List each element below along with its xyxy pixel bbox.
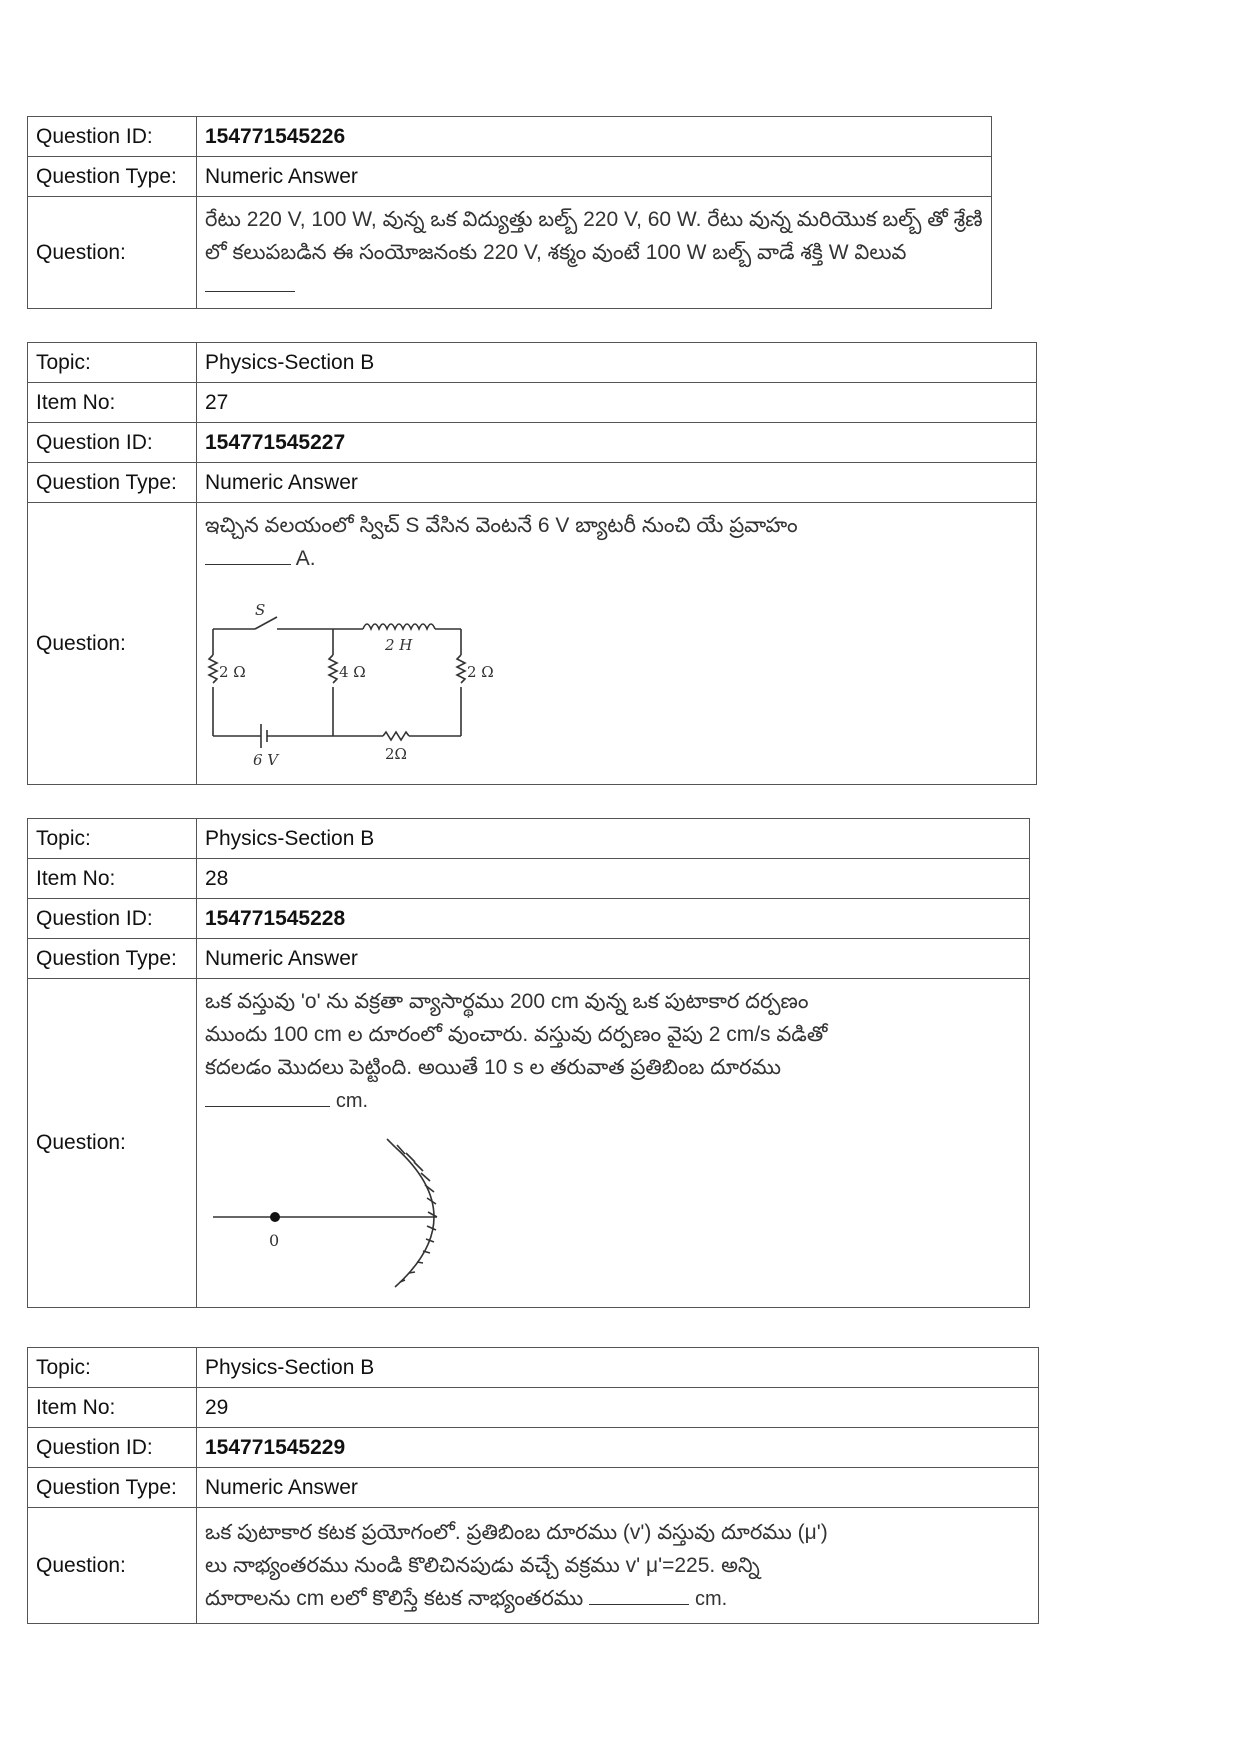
question-block-27 [27, 342, 1037, 785]
resistor-left-label: 2 Ω [219, 663, 246, 681]
topic-value: Physics-Section B [197, 343, 1037, 383]
question-text-line: ఒక పుటాకార కటక ప్రయోగంలో. ప్రతిబింబ దూరము (v') వస్తువు దూరము (μ') [205, 1520, 828, 1544]
question-block-26 [27, 116, 992, 309]
unit-text: cm. [694, 1587, 728, 1610]
question-text-line: లు నాభ్యంతరము నుండి కొలిచినపుడు వచ్చే వక్రము v' μ'=225. అన్ని [205, 1553, 760, 1577]
question-type-value: Numeric Answer [197, 157, 992, 197]
inductor-label: 2 H [385, 636, 413, 654]
question-type-label: Question Type: [28, 157, 197, 197]
answer-blank [205, 544, 291, 565]
switch-label: S [255, 601, 266, 619]
question-text-line: కదలడం మొదలు పెట్టింది. అయితే 10 s ల తరువాత ప్రతిబింబ దూరము [205, 1056, 781, 1079]
topic-value: Physics-Section B [197, 1348, 1039, 1388]
question-text [197, 197, 992, 309]
question-text-line [205, 1084, 1021, 1118]
question-type-value: Numeric Answer [197, 939, 1030, 979]
question-label: Question: [28, 197, 197, 309]
question-type-value: Numeric Answer [197, 463, 1037, 503]
question-label: Question: [28, 503, 197, 785]
topic-label: Topic: [28, 819, 197, 859]
question-id-label: Question ID: [28, 423, 197, 463]
question-type-label: Question Type: [28, 939, 197, 979]
circuit-diagram [205, 593, 495, 768]
topic-label: Topic: [28, 1348, 197, 1388]
object-label: 0 [269, 1231, 280, 1250]
resistor-bottom-label: 2Ω [385, 745, 407, 763]
question-text [197, 979, 1030, 1308]
question-type-value: Numeric Answer [197, 1468, 1039, 1508]
question-type-label: Question Type: [28, 1468, 197, 1508]
topic-label: Topic: [28, 343, 197, 383]
item-no-value: 28 [197, 859, 1030, 899]
question-id-value: 154771545228 [197, 899, 1030, 939]
question-type-label: Question Type: [28, 463, 197, 503]
question-id-value: 154771545229 [197, 1428, 1039, 1468]
question-label: Question: [28, 979, 197, 1308]
question-text-line: ఇచ్చిన వలయంలో స్విచ్ S వేసిన వెంటనే 6 V బ్యాటరీ నుంచి యే ప్రవాహం [205, 514, 798, 537]
concave-mirror-diagram [205, 1132, 485, 1297]
question-text-line [205, 1582, 1030, 1616]
question-text-body: దూరాలను cm లలో కొలిస్తే కటక నాభ్యంతరము [205, 1586, 584, 1610]
answer-blank [589, 1584, 689, 1605]
unit-text: A. [295, 547, 316, 570]
item-no-label: Item No: [28, 859, 197, 899]
question-id-value: 154771545227 [197, 423, 1037, 463]
question-id-value: 154771545226 [197, 117, 992, 157]
question-text [197, 1508, 1039, 1624]
question-label: Question: [28, 1508, 197, 1624]
question-id-label: Question ID: [28, 899, 197, 939]
item-no-value: 27 [197, 383, 1037, 423]
question-id-label: Question ID: [28, 117, 197, 157]
question-text [197, 503, 1037, 785]
question-text-line [205, 542, 1028, 575]
question-text-line: ఒక వస్తువు 'o' ను వక్రతా వ్యాసార్థము 200 cm వున్న ఒక పుటాకార దర్పణం [205, 990, 809, 1013]
object-point [270, 1212, 280, 1222]
question-text-body: రేటు 220 V, 100 W, వున్న ఒక విద్యుత్తు బల్బ్ 220 V, 60 W. రేటు వున్న మరియొక బల్బ్ తో శ్రేణి లో కలుపబడిన ఈ సంయోజనంకు 220 V, శక్మం వుంటే 100 W బల్బ్ వాడే శక్తి W విలువ [205, 208, 983, 264]
item-no-value: 29 [197, 1388, 1039, 1428]
answer-blank [205, 271, 295, 292]
unit-text: cm. [335, 1090, 369, 1112]
battery-label: 6 V [253, 751, 279, 768]
question-block-29 [27, 1347, 1039, 1624]
resistor-middle-label: 4 Ω [339, 663, 366, 681]
answer-blank [205, 1086, 330, 1107]
question-text-line: ముందు 100 cm ల దూరంలో వుంచారు. వస్తువు దర్పణం వైపు 2 cm/s వడితో [205, 1023, 828, 1046]
item-no-label: Item No: [28, 383, 197, 423]
question-block-28 [27, 818, 1030, 1308]
question-id-label: Question ID: [28, 1428, 197, 1468]
item-no-label: Item No: [28, 1388, 197, 1428]
resistor-right-label: 2 Ω [467, 663, 494, 681]
topic-value: Physics-Section B [197, 819, 1030, 859]
